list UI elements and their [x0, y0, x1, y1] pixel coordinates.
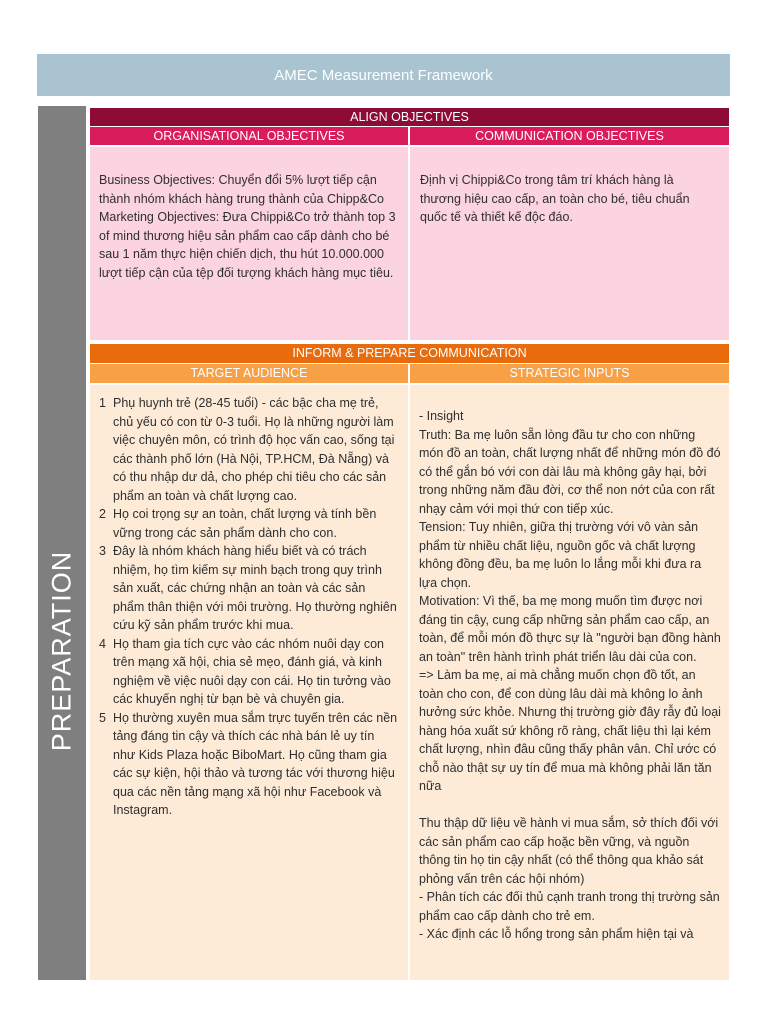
list-item-number: 5: [99, 710, 106, 725]
tension-text: Tension: Tuy nhiên, giữa thị trường với vô vàn sản phẩm từ nhiều chất liệu, nguồn gốc và chất lượng không đồng đều, ba mẹ luôn lo lắng mỗi khi đưa ra lựa chọn.: [419, 520, 702, 590]
list-item: [99, 635, 398, 709]
list-item-text: Họ coi trọng sự an toàn, chất lượng và tính bền vững trong các sản phẩm dành cho con.: [113, 507, 377, 540]
communication-objectives-header: COMMUNICATION OBJECTIVES: [410, 127, 729, 145]
communication-objectives-panel: [410, 147, 729, 340]
conclusion-text: => Làm ba mẹ, ai mà chẳng muốn chọn đồ tốt, an toàn cho con, để con dùng lâu dài mà không lo ảnh hưởng sức khỏe. Nhưng thị trường giờ đây rẫy đủ loại hàng hóa xuất sứ không rõ ràng, chất liệu thì lại kém chất lượng, nhìn đâu cũng thấy phân vân. Chỉ ước có chỗ nào thật sự uy tín để mua mà không phải lăn tăn nữa: [419, 668, 721, 793]
list-item-text: Họ thường xuyên mua sắm trực tuyến trên các nền tảng đáng tin cậy và thích các nhà bán lẻ uy tín như Kids Plaza hoặc BiboMart. Họ cũng tham gia các sự kiện, hội thảo và tương tác với thương hiệu qua các nền tảng mạng xã hội như Facebook và Instagram.: [113, 710, 398, 817]
truth-text: Truth: Ba mẹ luôn sẵn lòng đầu tư cho con những món đồ an toàn, chất lượng nhất để những món đồ đó có thể gắn bó với con dài lâu mà không gây hại, bởi trong những năm đầu đời, cơ thể non nớt của con rất nhạy cảm với mọi thứ con tiếp xúc.: [419, 427, 721, 516]
product-gaps-text: - Xác định các lỗ hổng trong sản phẩm hiện tại và: [419, 927, 694, 941]
list-item-text: Đây là nhóm khách hàng hiểu biết và có trách nhiệm, họ tìm kiếm sự minh bạch trong quy trình sản xuất, các chứng nhận an toàn và các sản phẩm thân thiện với môi trường. Họ thường nghiên cứu kỹ sản phẩm trước khi mua.: [113, 544, 397, 632]
list-item-text: Phụ huynh trẻ (28-45 tuổi) - các bậc cha mẹ trẻ, chủ yếu có con từ 0-3 tuổi. Họ là những người làm việc chuyên môn, có trình độ học vấn cao, sống tại các thành phố lớn (Hà Nội, TP.HCM, Đà Nẵng) và có thu nhập dư dả, cho phép chi tiêu cho các sản phẩm an toàn và chất lượng cao.: [113, 396, 395, 503]
competitor-analysis-text: - Phân tích các đối thủ cạnh tranh trong thị trường sản phẩm cao cấp dành cho trẻ em.: [419, 890, 720, 923]
target-audience-header: TARGET AUDIENCE: [90, 364, 408, 383]
business-objectives-text: Business Objectives: Chuyển đổi 5% lượt tiếp cận thành nhóm khách hàng trung thành của Chipp&Co: [99, 173, 384, 206]
list-item: [99, 542, 398, 635]
insight-label: - Insight: [419, 409, 464, 423]
list-item-number: 1: [99, 396, 106, 410]
side-label-text: PREPARATION: [46, 550, 77, 752]
marketing-objectives-text: Marketing Objectives: Đưa Chippi&Co trở thành top 3 of mind thương hiệu sản phẩm cao cấp dành cho bé sau 1 năm thực hiện chiến dịch, thu hút 10.000.000 lượt tiếp cận của tệp đối tượng khách hàng mục tiêu.: [99, 210, 396, 280]
list-item: [99, 505, 398, 542]
strategic-inputs-header: STRATEGIC INPUTS: [410, 364, 729, 383]
inform-prepare-title: INFORM & PREPARE COMMUNICATION: [90, 344, 729, 363]
page-header: [37, 54, 730, 96]
data-collection-text: Thu thập dữ liệu về hành vi mua sắm, sở thích đối với các sản phẩm cao cấp hoặc bền vững, và nguồn thông tin họ tin cậy nhất (có thể thông qua khảo sát phỏng vấn trên các hội nhóm): [419, 816, 719, 886]
list-item: [99, 709, 398, 820]
audience-list: [99, 394, 398, 820]
organisational-objectives-panel: [90, 147, 408, 340]
list-item-number: 2: [99, 507, 106, 521]
list-item: [99, 394, 398, 505]
list-item-number: 4: [99, 636, 106, 651]
motivation-text: Motivation: Vì thế, ba mẹ mong muốn tìm được nơi đáng tin cậy, cung cấp những sản phẩm cao cấp, an toàn, để mỗi món đồ thực sự là "người bạn đồng hành an toàn" trên hành trình phát triển lâu dài của con.: [419, 594, 721, 664]
side-label-preparation: [38, 106, 86, 980]
communication-objectives-text: Định vị Chippi&Co trong tâm trí khách hàng là thương hiệu cao cấp, an toàn cho bé, tiêu chuẩn quốc tế và thiết kế độc đáo.: [420, 173, 690, 224]
list-item-number: 3: [99, 544, 106, 558]
target-audience-panel: [90, 385, 408, 980]
strategic-inputs-panel: [410, 385, 729, 980]
blank-line: [419, 796, 721, 815]
page-title: AMEC Measurement Framework: [274, 66, 493, 84]
organisational-objectives-header: ORGANISATIONAL OBJECTIVES: [90, 127, 408, 145]
align-objectives-title: ALIGN OBJECTIVES: [90, 108, 729, 126]
list-item-text: Họ tham gia tích cực vào các nhóm nuôi dạy con trên mạng xã hội, chia sẻ mẹo, đánh giá, và kinh nghiệm về việc nuôi dạy con cái. Họ tin tưởng vào các khuyến nghị từ bạn bè và chuyên gia.: [113, 636, 391, 706]
